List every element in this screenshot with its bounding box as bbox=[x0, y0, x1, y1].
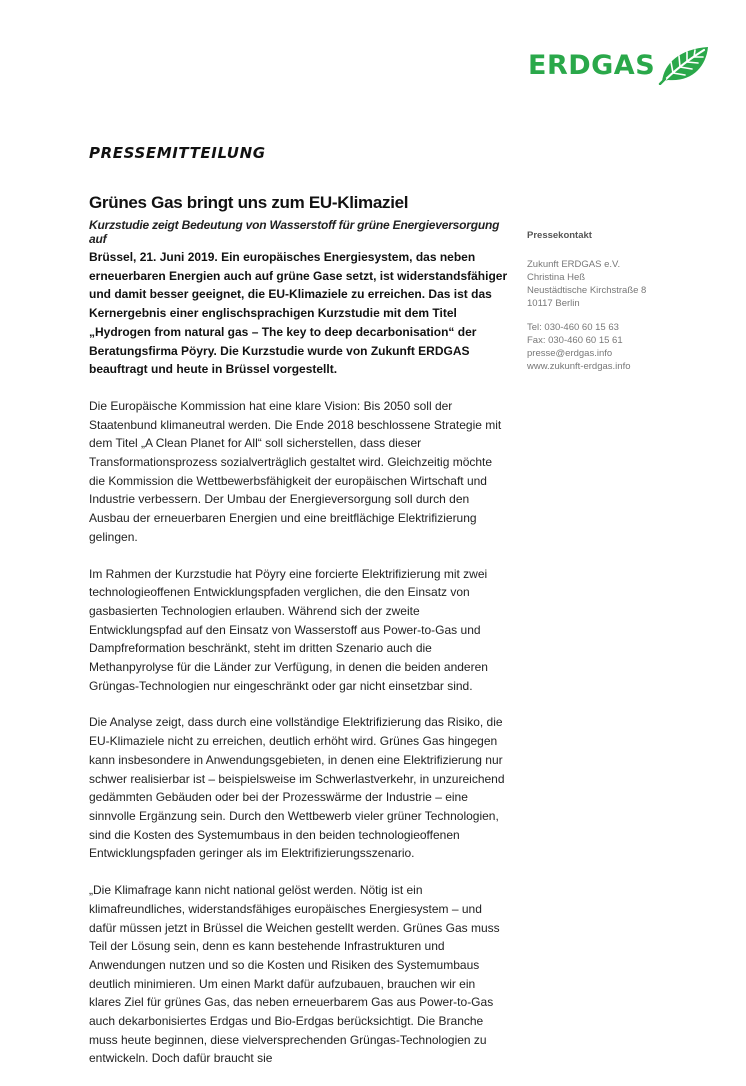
press-contact-label: Pressekontakt bbox=[527, 230, 592, 241]
contact-organization: Zukunft ERDGAS e.V. bbox=[527, 259, 621, 270]
contact-fax: Fax: 030-460 60 15 61 bbox=[527, 335, 623, 346]
contact-phone: Tel: 030-460 60 15 63 bbox=[527, 322, 619, 333]
headline: Grünes Gas bringt uns zum EU-Klimaziel bbox=[89, 193, 409, 212]
erdgas-logo bbox=[528, 44, 713, 86]
contact-email-link[interactable]: presse@erdgas.info bbox=[527, 348, 613, 359]
press-release-body bbox=[89, 248, 509, 1086]
lead-paragraph: Brüssel, 21. Juni 2019. Ein europäisches Energiesystem, das neben erneuerbaren Energien auch auf grüne Gase setzt, ist widerstandsfähiger und damit besser geeignet, die EU-Klimaziele zu erreichen. Das ist das Kernergebnis einer englischsprachigen Kurzstudie mit dem Titel „Hydrogen from natural gas – The key to deep decarbonisation“ der Beratungsfirma Pöyry. Die Kurzstudie wurde von Zukunft ERDGAS beauftragt und heute in Brüssel vorgestellt. bbox=[89, 250, 508, 377]
logo-wordmark: ERDGAS bbox=[528, 49, 656, 81]
contact-city: 10117 Berlin bbox=[527, 298, 580, 309]
quote-paragraph: „Die Klimafrage kann nicht national gelöst werden. Nötig ist ein klimafreundliches, widerstandsfähiges europäisches Energiesystem – und dafür müssen jetzt in Brüssel die Weichen gestellt werden. Grünes Gas muss Teil der Lösung sein, denn es kann bestehende Infrastrukturen und Anwendungen nutzen und so die Kosten und Risiken des Systemumbaus deutlich minimieren. Um einen Markt dafür aufzubauen, brauchen wir ein klares Ziel für grünes Gas, das neben erneuerbarem Gas aus Power-to-Gas auch dekarbonisiertes Erdgas und Bio-Erdgas berücksichtigt. Die Branche muss heute beginnen, diese vielversprechenden Grüngas-Technologien zu entwickeln. Doch dafür braucht sie bbox=[89, 883, 500, 1066]
body-paragraph: Die Analyse zeigt, dass durch eine vollständige Elektrifizierung das Risiko, die EU-Klimaziele nicht zu erreichen, deutlich erhöht wird. Grünes Gas hingegen kann insbesondere in Anwendungsgebieten, in denen eine Elektrifizierung nur schwer realisierbar ist – beispielsweise im Schwerlastverkehr, in unzureichend gedämmten Gebäuden oder bei der Prozesswärme der Industrie – eine sinnvolle Ergänzung sein. Durch den Wettbewerb vieler grüner Technologien, sind die Kosten des Systemumbaus in den beiden technologieoffenen Entwicklungspfaden geringer als im Elektrifizierungsszenario. bbox=[89, 715, 505, 861]
contact-website-link[interactable]: www.zukunft-erdgas.info bbox=[527, 361, 631, 372]
contact-street: Neustädtische Kirchstraße 8 bbox=[527, 285, 647, 296]
body-paragraph: Im Rahmen der Kurzstudie hat Pöyry eine forcierte Elektrifizierung mit zwei technologieoffenen Entwicklungspfaden verglichen, die den Einsatz von gasbasierten Technologien erlauben. Während sich der zweite Entwicklungspfad auf den Einsatz von Wasserstoff aus Power-to-Gas und Dampfreformation beschränkt, steht im dritten Szenario auch die Methanpyrolyse für die Länder zur Verfügung, in denen die beiden anderen Grüngas-Technologien nur eingeschränkt oder gar nicht einsetzbar sind. bbox=[89, 566, 488, 693]
subheadline: Kurzstudie zeigt Bedeutung von Wasserstoff für grüne Energieversorgung auf bbox=[89, 218, 500, 246]
document-type-label: PRESSEMITTEILUNG bbox=[89, 144, 266, 162]
contact-person: Christina Heß bbox=[527, 272, 586, 283]
leaf-icon bbox=[658, 45, 710, 85]
body-paragraph: Die Europäische Kommission hat eine klare Vision: Bis 2050 soll der Staatenbund klimaneutral werden. Die Ende 2018 beschlossene Strategie mit dem Titel „A Clean Planet for All“ soll sicherstellen, dass dieser Transformationsprozess sozialverträglich gestaltet wird. Gleichzeitig möchte die Kommission die Wettbewerbsfähigkeit der europäischen Wirtschaft und Industrie verbessern. Der Umbau der Energieversorgung soll durch den Ausbau der erneuerbaren Energien und eine breitflächige Elektrifizierung gelingen. bbox=[89, 398, 502, 544]
press-contact-panel bbox=[527, 230, 687, 373]
